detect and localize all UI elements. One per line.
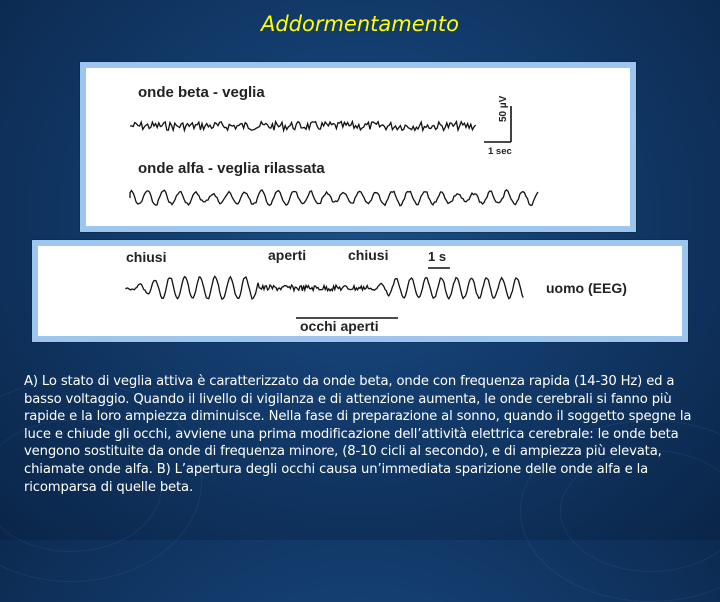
alpha-label: onde alfa - veglia rilassata — [138, 160, 325, 177]
closed-label-2: chiusi — [348, 247, 389, 263]
figure-b-canvas — [38, 246, 682, 336]
beta-wave-trace — [130, 122, 476, 131]
caption-text: A) Lo stato di veglia attiva è caratterizzato da onde beta, onde con frequenza rapida (14-30 Hz) ed a basso voltaggio. Quando il livello di vigilanza e di attenzione aumenta, le onde cerebrali si fanno più rapide e la loro ampiezza diminuisce. Nella fase di preparazione al sonno, quando il soggetto spegne la luce e chiude gli occhi, avviene una prima modificazione dell’attività elettrica cerebrale: le onde beta vengono sostituite da onde di frequenza minore, (8-10 cicli al secondo), e di ampiezza più elevata, chiamate onde alfa. B) L’apertura degli occhi causa un’immediata sparizione delle onde alfa e la ricomparsa di quelle beta. — [24, 374, 692, 495]
voltage-scale-label: 50 µV — [498, 95, 509, 122]
slide-title: Addormentamento — [260, 12, 460, 36]
figure-a-panel — [80, 62, 636, 232]
figure-b-panel — [32, 240, 688, 342]
figure-a-canvas — [86, 68, 630, 226]
alpha-wave-trace — [130, 190, 538, 206]
eyes-open-label: occhi aperti — [300, 318, 379, 334]
eeg-trace — [126, 276, 523, 299]
beta-label: onde beta - veglia — [138, 84, 265, 101]
time-scale-label-b: 1 s — [428, 249, 447, 264]
closed-label-1: chiusi — [126, 249, 167, 265]
open-label: aperti — [268, 247, 307, 263]
eeg-label: uomo (EEG) — [546, 280, 627, 296]
time-scale-label-a: 1 sec — [488, 146, 512, 157]
